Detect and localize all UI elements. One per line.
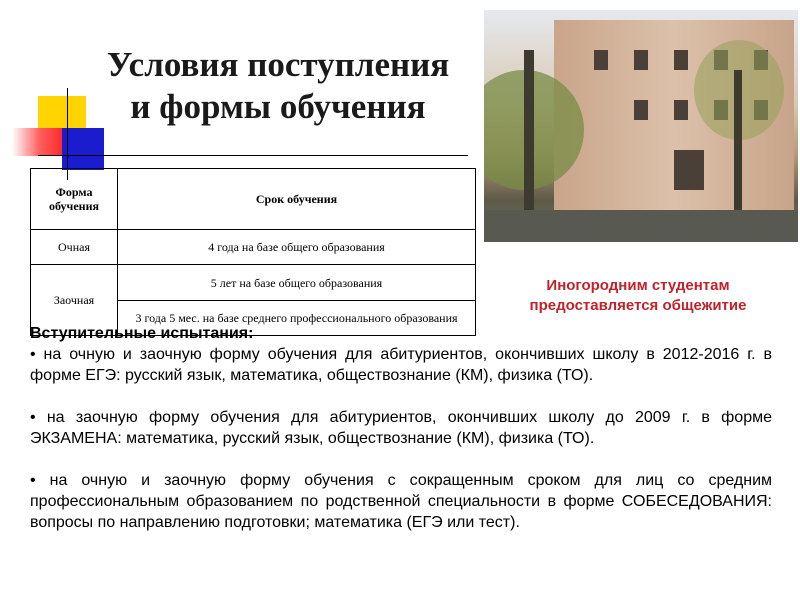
study-forms-table [30,168,476,336]
decor-blue-square [62,128,104,170]
title-line-1: Условия поступления [106,45,450,84]
notice-line-2: предоставляется общежитие [529,297,747,314]
decor-red-bar [12,128,62,156]
dormitory-notice [488,276,788,316]
cell-term-parttime-1: 5 лет на базе общего образования [118,265,476,300]
exams-heading: Вступительные испытания: [30,325,254,342]
university-building-photo [484,10,798,242]
table-header-row [31,169,476,230]
table-row [31,230,476,265]
cell-term-fulltime: 4 года на базе общего образования [118,230,476,265]
slide-title [92,44,464,128]
exam-item: • на очную и заочную форму обучения с сокращенным сроком для лиц со средним профессиональным образованием по родственной специальности в форме СОБЕСЕДОВАНИЯ: вопросы по направлению подготовки; математика (ЕГЭ или тест). [30,472,772,531]
table-row [31,265,476,300]
header-form: Форма обучения [31,169,118,230]
notice-line-1: Иногородним студентам [546,277,730,294]
cell-form-fulltime: Очная [31,230,118,265]
decor-horizontal-line [38,155,468,156]
decor-vertical-line [67,88,68,180]
exam-item: • на очную и заочную форму обучения для абитуриентов, окончивших школу в 2012-2016 г. в форме ЕГЭ: русский язык, математика, обществознание (КМ), физика (ТО). [30,346,772,384]
cell-form-parttime: Заочная [31,265,118,336]
entrance-exams [30,323,772,533]
header-duration: Срок обучения [118,169,476,230]
photo-ground [484,210,798,242]
exam-item: • на заочную форму обучения для абитуриентов, окончивших школу до 2009 г. в форме ЭКЗАМЕНА: математика, русский язык, обществознание (КМ), физика (ТО). [30,409,772,447]
title-line-2: и формы обучения [130,87,426,126]
cell-term-parttime-2: 3 года 5 мес. на базе среднего профессионального образования [118,300,476,335]
